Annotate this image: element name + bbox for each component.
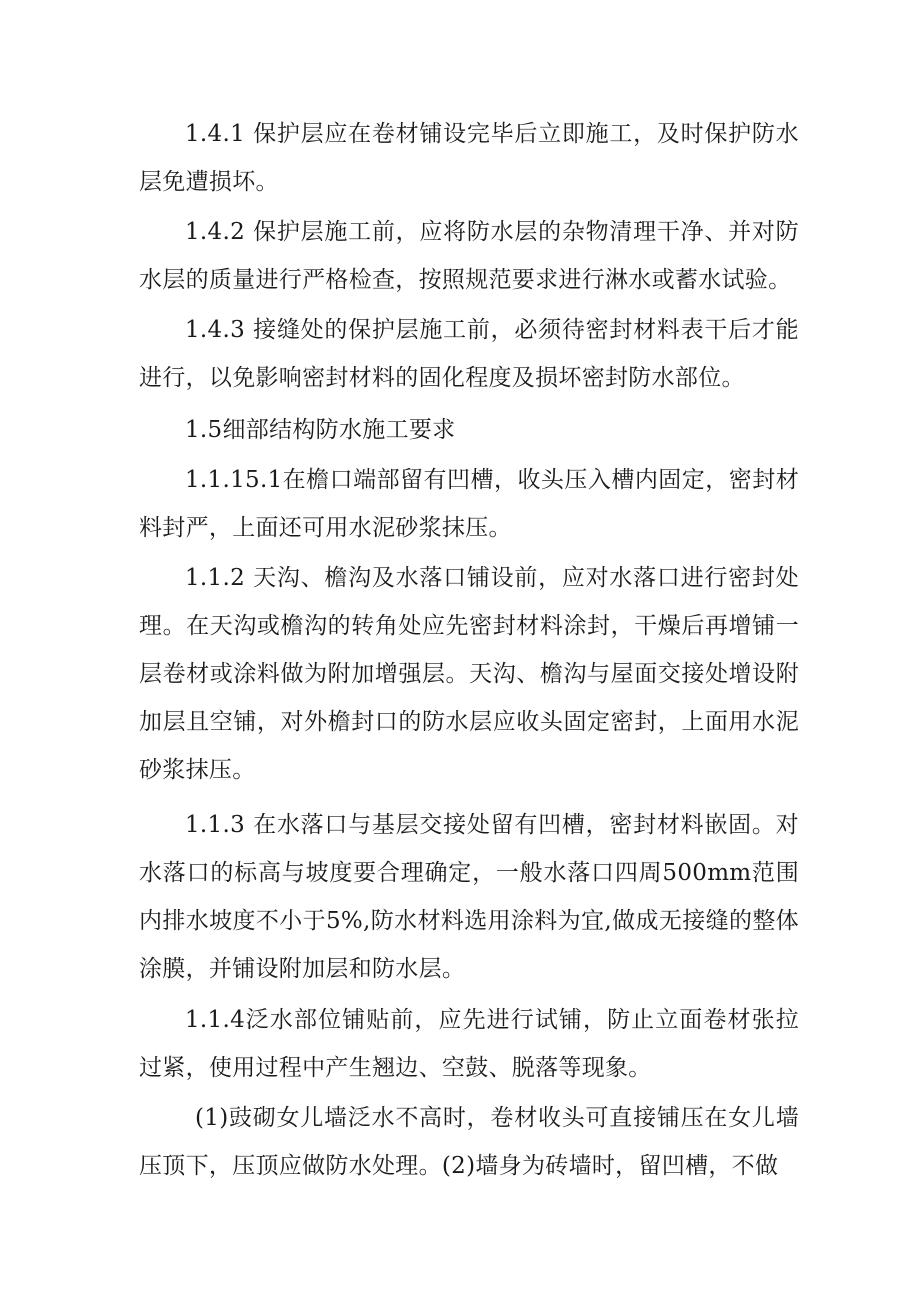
paragraph-1-1-2: 1.1.2 天沟、檐沟及水落口铺设前，应对水落口进行密封处理。在天沟或檐沟的转角处应先密封材料涂封，干燥后再增铺一层卷材或涂料做为附加增强层。天沟、檐沟与屋面交接处增设附加层且空铺，对外檐封口的防水层应收头固定密封，上面用水泥砂浆抹压。 [139,565,799,783]
paragraph-1-1-4: 1.1.4泛水部位铺贴前，应先进行试铺，防止立面卷材张拉过紧，使用过程中产生翘边、空鼓、脱落等现象。 [139,1007,799,1081]
paragraph-1-1-3: 1.1.3 在水落口与基层交接处留有凹槽，密封材料嵌固。对水落口的标高与坡度要合理确定，一般水落口四周500mm范围内排水坡度不小于5%,防水材料选用涂料为宜,做成无接缝的整体涂膜，并铺设附加层和防水层。 [139,812,799,982]
paragraph-1-4-2: 1.4.2 保护层施工前，应将防水层的杂物清理干净、并对防水层的质量进行严格检查，按照规范要求进行淋水或蓄水试验。 [139,219,799,293]
paragraph-1-1-15-1: 1.1.15.1在檐口端部留有凹槽，收头压入槽内固定，密封材料封严，上面还可用水泥砂浆抹压。 [139,467,799,541]
paragraph-1-4-3: 1.4.3 接缝处的保护层施工前，必须待密封材料表干后才能进行，以免影响密封材料的固化程度及损坏密封防水部位。 [139,317,799,391]
paragraph-1-4-1: 1.4.1 保护层应在卷材铺设完毕后立即施工，及时保护防水层免遭损坏。 [139,121,799,195]
section-heading-1-5: 1.5细部结构防水施工要求 [185,417,456,443]
paragraph-item-1: (1)豉砌女儿墙泛水不高时，卷材收头可直接铺压在女儿墙压顶下，压顶应做防水处理。(2)墙身为砖墙时，留凹槽，不做 [139,1105,799,1179]
